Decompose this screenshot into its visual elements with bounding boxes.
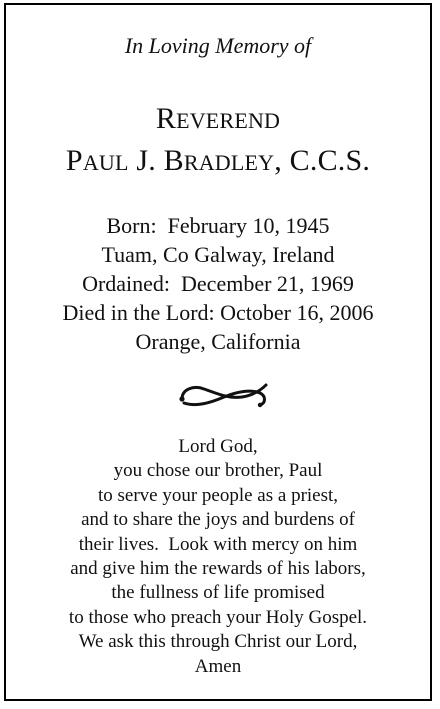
title-name-last-cap: B — [163, 144, 184, 177]
title-name-first-cap: P — [65, 144, 83, 177]
title-name-initial: J. — [128, 144, 164, 177]
prayer-line: to those who preach your Holy Gospel. — [68, 607, 368, 628]
prayer-line: their lives. Look with mercy on him — [78, 534, 358, 555]
title-name-last-rest: RADLEY — [183, 150, 275, 175]
bio-birthplace: Tuam, Co Galway, Ireland — [101, 242, 335, 267]
title-name-suffix: , C.C.S. — [274, 144, 371, 177]
title-name — [6, 144, 430, 178]
bio-died: Died in the Lord: October 16, 2006 — [62, 300, 374, 325]
prayer-line: to serve your people as a priest, — [97, 485, 339, 506]
title-name-first-rest: AUL — [82, 150, 129, 175]
bio-deathplace: Orange, California — [135, 329, 301, 354]
title-reverend — [6, 102, 430, 136]
prayer-line: and give him the rewards of his labors, — [70, 558, 366, 579]
prayer-line: Lord God, — [178, 436, 258, 457]
title-reverend-rest: EVEREND — [176, 108, 281, 133]
prayer-line: We ask this through Christ our Lord, — [78, 631, 358, 652]
prayer-line: the fullness of life promised — [111, 582, 325, 603]
prayer-amen: Amen — [194, 656, 242, 677]
intro-heading: In Loving Memory of — [124, 33, 312, 58]
memorial-card — [4, 3, 432, 701]
prayer-line: and to share the joys and burdens of — [81, 509, 355, 530]
prayer-line: you chose our brother, Paul — [113, 460, 323, 481]
bio-born: Born: February 10, 1945 — [106, 213, 330, 238]
bio-ordained: Ordained: December 21, 1969 — [82, 271, 354, 296]
title-reverend-cap: R — [155, 102, 177, 135]
swash-ornament-icon — [176, 377, 272, 411]
